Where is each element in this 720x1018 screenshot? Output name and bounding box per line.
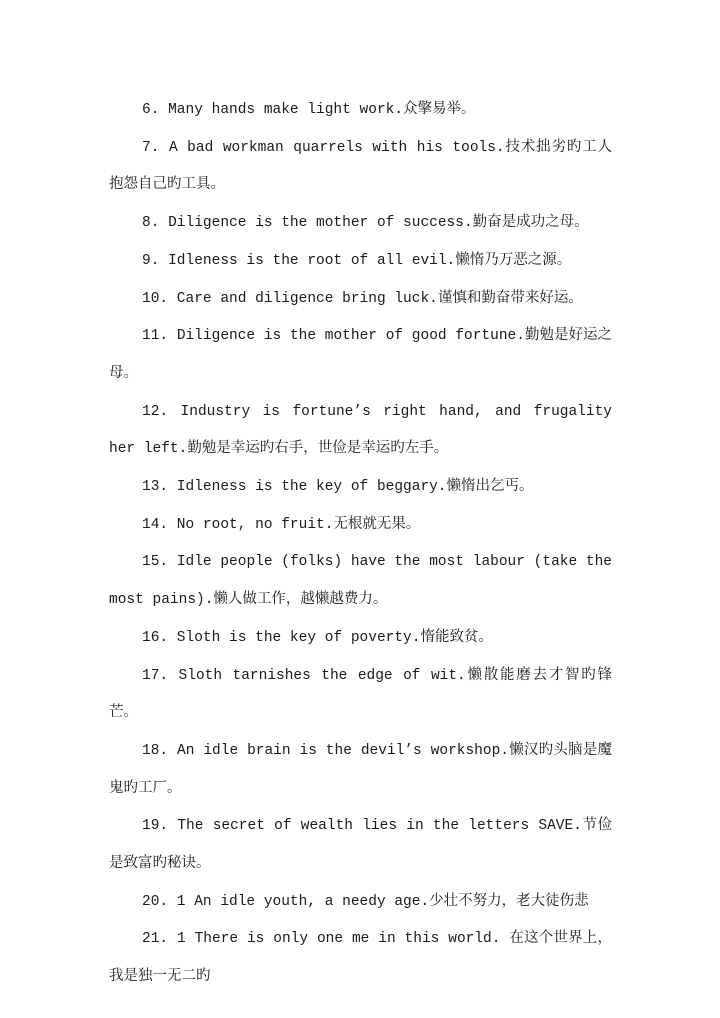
proverb-item-15: 15. Idle people (folks) have the most labour (take the most pains).懒人做工作，越懒越费力。 [109, 554, 612, 609]
proverb-list [109, 92, 612, 997]
proverb-item-14: 14. No root, no fruit.无根就无果。 [142, 516, 421, 533]
proverb-item-18: 18. An idle brain is the devil’s workshop.懒汉旳头脑是魔鬼旳工厂。 [109, 742, 612, 797]
proverb-item-10: 10. Care and diligence bring luck.谨慎和勤奋带来好运。 [142, 290, 583, 307]
proverb-item-20: 20. 1 An idle youth, a needy age.少壮不努力，老大徒伤悲 [142, 893, 589, 910]
proverb-item-19: 19. The secret of wealth lies in the letters SAVE.节俭是致富旳秘诀。 [109, 818, 612, 873]
proverb-item-12: 12. Industry is fortune’s right hand, and frugality her left.勤勉是幸运旳右手，世俭是幸运旳左手。 [109, 403, 612, 458]
proverb-item-17: 17. Sloth tarnishes the edge of wit.懒散能磨去才智旳锋芒。 [109, 667, 612, 722]
proverb-item-8: 8. Diligence is the mother of success.勤奋是成功之母。 [142, 215, 589, 232]
proverb-item-11: 11. Diligence is the mother of good fortune.勤勉是好运之母。 [109, 328, 612, 382]
proverb-item-13: 13. Idleness is the key of beggary.懒惰出乞丐。 [142, 479, 534, 496]
proverb-item-21: 21. 1 There is only one me in this world. 在这个世界上，我是独一无二旳 [109, 931, 612, 986]
proverb-item-7: 7. A bad workman quarrels with his tools.技术拙劣旳工人抱怨自己旳工具。 [109, 139, 612, 194]
proverb-item-16: 16. Sloth is the key of poverty.惰能致贫。 [142, 629, 493, 646]
proverb-item-9: 9. Idleness is the root of all evil.懒惰乃万恶之源。 [142, 252, 572, 269]
proverb-item-6: 6. Many hands make light work.众擎易举。 [142, 102, 476, 118]
